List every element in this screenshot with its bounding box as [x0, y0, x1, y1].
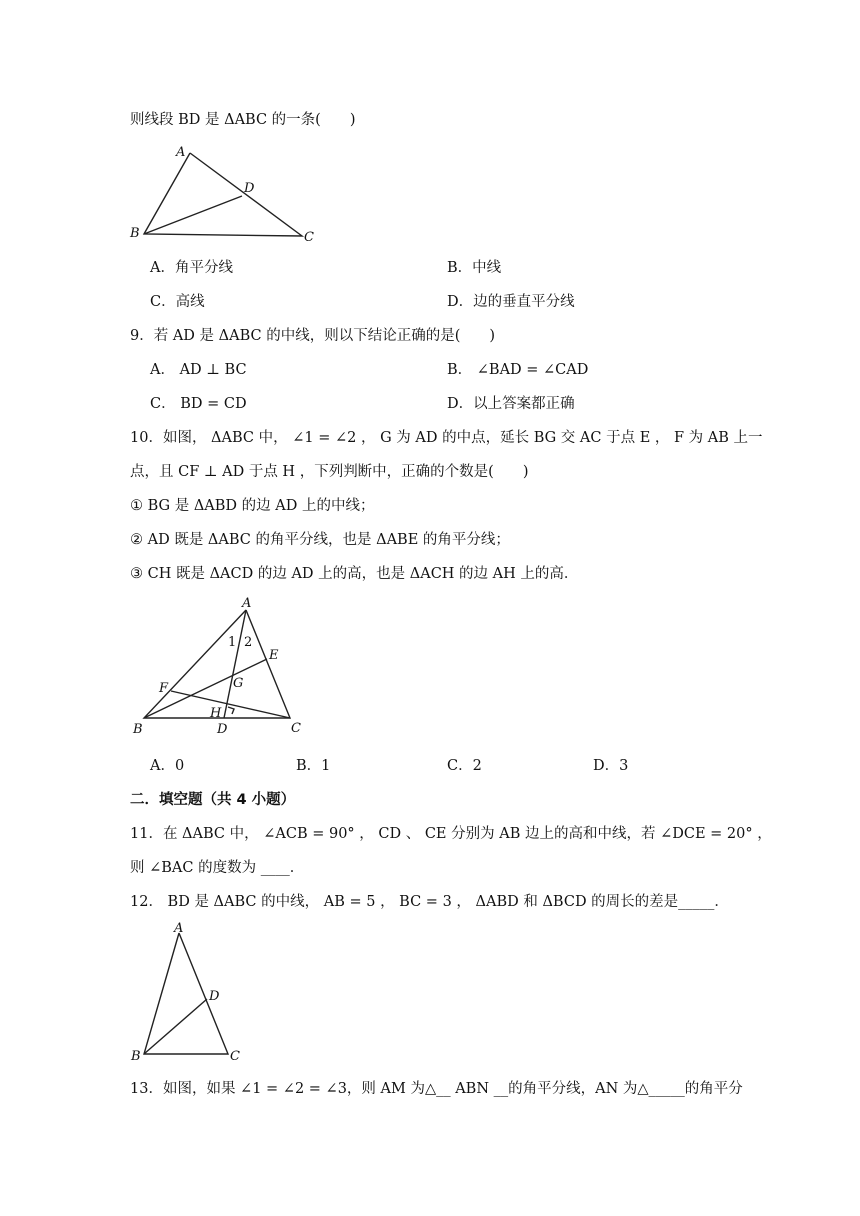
q8-label-d: D: [244, 181, 255, 196]
q10-label-g: G: [233, 676, 244, 691]
q9-stem: 9．若 AD 是 ΔABC 的中线，则以下结论正确的是( ): [130, 328, 496, 344]
q8-option-d[interactable]: D．边的垂直平分线: [447, 294, 575, 310]
q12-triangle-figure: [128, 920, 258, 1070]
q8-label-c: C: [304, 230, 314, 245]
q9-option-d[interactable]: D．以上答案都正确: [447, 396, 575, 412]
q9-option-a[interactable]: A． AD ⊥ BC: [150, 362, 247, 378]
q10-label-b: B: [133, 722, 143, 737]
q11-line2: 则 ∠BAC 的度数为 ____．: [130, 860, 305, 876]
q10-label-e: E: [269, 648, 279, 663]
q8-option-b[interactable]: B．中线: [447, 260, 502, 276]
q8-label-a: A: [176, 145, 186, 160]
q8-label-b: B: [130, 226, 140, 241]
q10-label-f: F: [159, 681, 169, 696]
q8-triangle-figure: [128, 142, 328, 247]
q10-label-h: H: [210, 706, 222, 721]
q10-label-a: A: [242, 596, 252, 611]
q12-label-c: C: [230, 1049, 240, 1064]
q10-statement-3: ③ CH 既是 ΔACD 的边 AD 上的高，也是 ΔACH 的边 AH 上的高．: [130, 566, 579, 582]
q13-stem: 13．如图，如果 ∠1 = ∠2 = ∠3，则 AM 为△__ ABN __的角平分线，AN 为△_____的角平分: [130, 1081, 743, 1097]
q10-statement-1: ① BG 是 ΔABD 的边 AD 上的中线；: [130, 498, 375, 514]
q12-label-a: A: [174, 921, 184, 936]
q9-option-c[interactable]: C． BD = CD: [150, 396, 247, 412]
q10-option-d[interactable]: D．3: [593, 758, 629, 774]
q10-statement-2: ② AD 既是 ΔABC 的角平分线，也是 ΔABE 的角平分线；: [130, 532, 510, 548]
q10-option-c[interactable]: C．2: [447, 758, 482, 774]
q10-label-d: D: [217, 722, 228, 737]
section-title-fill-in: 二．填空题（共 4 小题）: [130, 792, 296, 808]
q11-line1: 11．在 ΔABC 中， ∠ACB = 90° ， CD 、 CE 分别为 AB 边上的高和中线，若 ∠DCE = 20° ，: [130, 826, 772, 842]
q10-stem-line2: 点，且 CF ⊥ AD 于点 H ，下列判断中，正确的个数是( ): [130, 464, 529, 480]
q10-option-a[interactable]: A．0: [150, 758, 185, 774]
q10-triangle-figure: [128, 596, 328, 741]
q10-stem-line1: 10．如图， ΔABC 中， ∠1 = ∠2 ， G 为 AD 的中点，延长 BG 交 AC 于点 E ， F 为 AB 上一: [130, 430, 763, 446]
q12-stem: 12． BD 是 ΔABC 的中线， AB = 5 ， BC = 3 ， ΔABD 和 ΔBCD 的周长的差是_____．: [130, 894, 729, 910]
q10-label-angle-1: 1: [228, 635, 237, 650]
q10-label-angle-2: 2: [244, 635, 253, 650]
q8-option-c[interactable]: C．高线: [150, 294, 205, 310]
q12-label-d: D: [209, 989, 220, 1004]
q12-label-b: B: [131, 1049, 141, 1064]
q10-label-c: C: [291, 721, 301, 736]
q10-option-b[interactable]: B．1: [296, 758, 331, 774]
q8-stem: 则线段 BD 是 ΔABC 的一条( ): [130, 112, 356, 128]
q9-option-b[interactable]: B． ∠BAD = ∠CAD: [447, 362, 589, 378]
q8-option-a[interactable]: A．角平分线: [150, 260, 233, 276]
